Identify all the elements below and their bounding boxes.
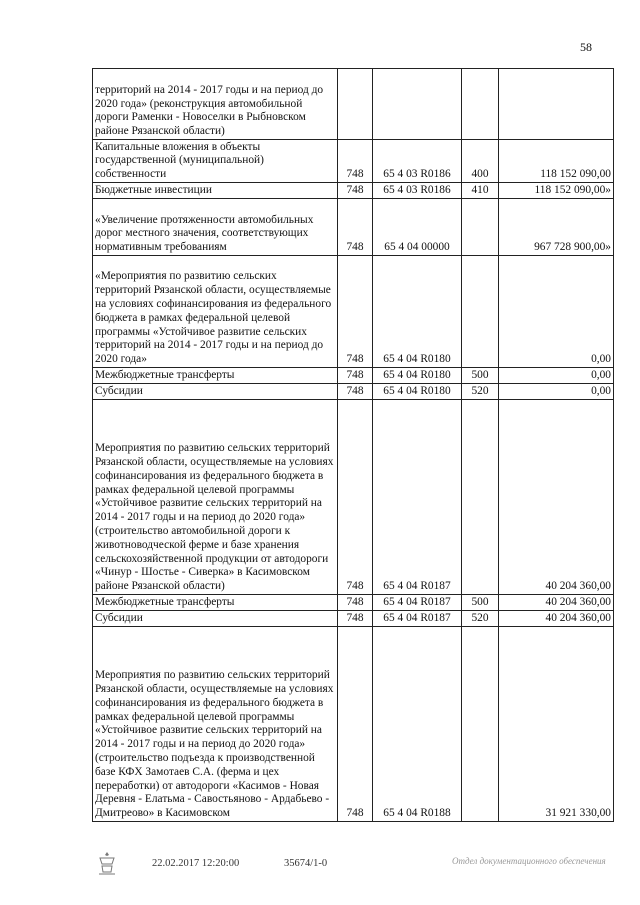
row-name: «Увеличение протяженности автомобильных дорог местного значения, соответствующих нормативным требованиям bbox=[93, 199, 338, 256]
footer-date: 22.02.2017 12:20:00 bbox=[152, 858, 240, 869]
table-row bbox=[93, 595, 614, 611]
table-row bbox=[93, 611, 614, 627]
row-code: 748 bbox=[338, 611, 373, 627]
row-name: Мероприятия по развитию сельских территорий Рязанской области, осуществляемые на условиях софинансирования из федерального бюджета в рамках федеральной целевой программы «Устойчивое развитие сельских территорий на 2014 - 2017 годы и на период до 2020 года» (строительство автомобильной дороги к животноводческой ферме и базе хранения сельскохозяйственной продукции от автодороги «Чинур - Шостье - Сиверка» в Касимовском районе Рязанской области) bbox=[93, 400, 338, 595]
row-code: 748 bbox=[338, 183, 373, 199]
table-row bbox=[93, 384, 614, 400]
table-row bbox=[93, 199, 614, 256]
row-code: 748 bbox=[338, 368, 373, 384]
row-code: 748 bbox=[338, 595, 373, 611]
row-csr: 65 4 04 R0187 bbox=[373, 595, 462, 611]
page-number: 58 bbox=[580, 40, 592, 54]
row-sum: 0,00 bbox=[499, 384, 614, 400]
row-csr: 65 4 03 R0186 bbox=[373, 140, 462, 183]
row-sum: 40 204 360,00 bbox=[499, 400, 614, 595]
table-row bbox=[93, 256, 614, 368]
row-code: 748 bbox=[338, 384, 373, 400]
row-csr: 65 4 04 00000 bbox=[373, 199, 462, 256]
row-csr: 65 4 04 R0187 bbox=[373, 400, 462, 595]
row-code bbox=[338, 69, 373, 140]
footer-doc-number: 35674/1-0 bbox=[284, 858, 328, 869]
row-vr: 520 bbox=[462, 611, 499, 627]
row-vr: 500 bbox=[462, 368, 499, 384]
row-name: Субсидии bbox=[93, 611, 338, 627]
row-vr: 400 bbox=[462, 140, 499, 183]
table-row bbox=[93, 140, 614, 183]
row-sum: 31 921 330,00 bbox=[499, 627, 614, 822]
row-code: 748 bbox=[338, 256, 373, 368]
row-vr bbox=[462, 256, 499, 368]
row-sum: 118 152 090,00 bbox=[499, 140, 614, 183]
row-sum: 118 152 090,00» bbox=[499, 183, 614, 199]
row-sum: 0,00 bbox=[499, 256, 614, 368]
row-name: Мероприятия по развитию сельских территорий Рязанской области, осуществляемые на условиях софинансирования из федерального бюджета в рамках федеральной целевой программы «Устойчивое развитие сельских территорий на 2014 - 2017 годы и на период до 2020 года» (строительство подъезда к производственной базе КФХ Замотаев С.А. (ферма и цех переработки) от автодороги «Касимов - Новая Деревня - Елатьма - Савостьяново - Ардабьево - Дмитреово» в Касимовском bbox=[93, 627, 338, 822]
row-name: территорий на 2014 - 2017 годы и на период до 2020 года» (реконструкция автомобильной дороги Раменки - Новоселки в Рыбновском районе Рязанской области) bbox=[93, 69, 338, 140]
row-name: Капитальные вложения в объекты государственной (муниципальной) собственности bbox=[93, 140, 338, 183]
row-vr bbox=[462, 627, 499, 822]
row-name: Межбюджетные трансферты bbox=[93, 368, 338, 384]
row-csr: 65 4 04 R0180 bbox=[373, 256, 462, 368]
row-code: 748 bbox=[338, 140, 373, 183]
row-sum: 40 204 360,00 bbox=[499, 595, 614, 611]
budget-table-body bbox=[93, 69, 614, 822]
row-name: Бюджетные инвестиции bbox=[93, 183, 338, 199]
row-code: 748 bbox=[338, 400, 373, 595]
table-row bbox=[93, 400, 614, 595]
row-csr: 65 4 04 R0188 bbox=[373, 627, 462, 822]
row-vr bbox=[462, 400, 499, 595]
row-csr bbox=[373, 69, 462, 140]
footer-stamp: Отдел документационного обеспечения bbox=[452, 856, 606, 866]
row-name: Межбюджетные трансферты bbox=[93, 595, 338, 611]
row-name: Субсидии bbox=[93, 384, 338, 400]
row-sum bbox=[499, 69, 614, 140]
row-vr: 500 bbox=[462, 595, 499, 611]
row-vr bbox=[462, 199, 499, 256]
row-vr: 520 bbox=[462, 384, 499, 400]
row-csr: 65 4 03 R0186 bbox=[373, 183, 462, 199]
row-csr: 65 4 04 R0187 bbox=[373, 611, 462, 627]
table-row bbox=[93, 69, 614, 140]
row-sum: 967 728 900,00» bbox=[499, 199, 614, 256]
row-csr: 65 4 04 R0180 bbox=[373, 384, 462, 400]
row-name: «Мероприятия по развитию сельских территорий Рязанской области, осуществляемые на условиях софинансирования из федерального бюджета в рамках федеральной целевой программы «Устойчивое развитие сельских территорий на 2014 - 2017 годы и на период до 2020 года» bbox=[93, 256, 338, 368]
budget-table bbox=[92, 68, 614, 822]
row-sum: 40 204 360,00 bbox=[499, 611, 614, 627]
table-row bbox=[93, 368, 614, 384]
emblem-icon bbox=[96, 850, 118, 876]
row-csr: 65 4 04 R0180 bbox=[373, 368, 462, 384]
table-row bbox=[93, 183, 614, 199]
row-vr: 410 bbox=[462, 183, 499, 199]
row-vr bbox=[462, 69, 499, 140]
row-code: 748 bbox=[338, 627, 373, 822]
table-row bbox=[93, 627, 614, 822]
row-code: 748 bbox=[338, 199, 373, 256]
row-sum: 0,00 bbox=[499, 368, 614, 384]
